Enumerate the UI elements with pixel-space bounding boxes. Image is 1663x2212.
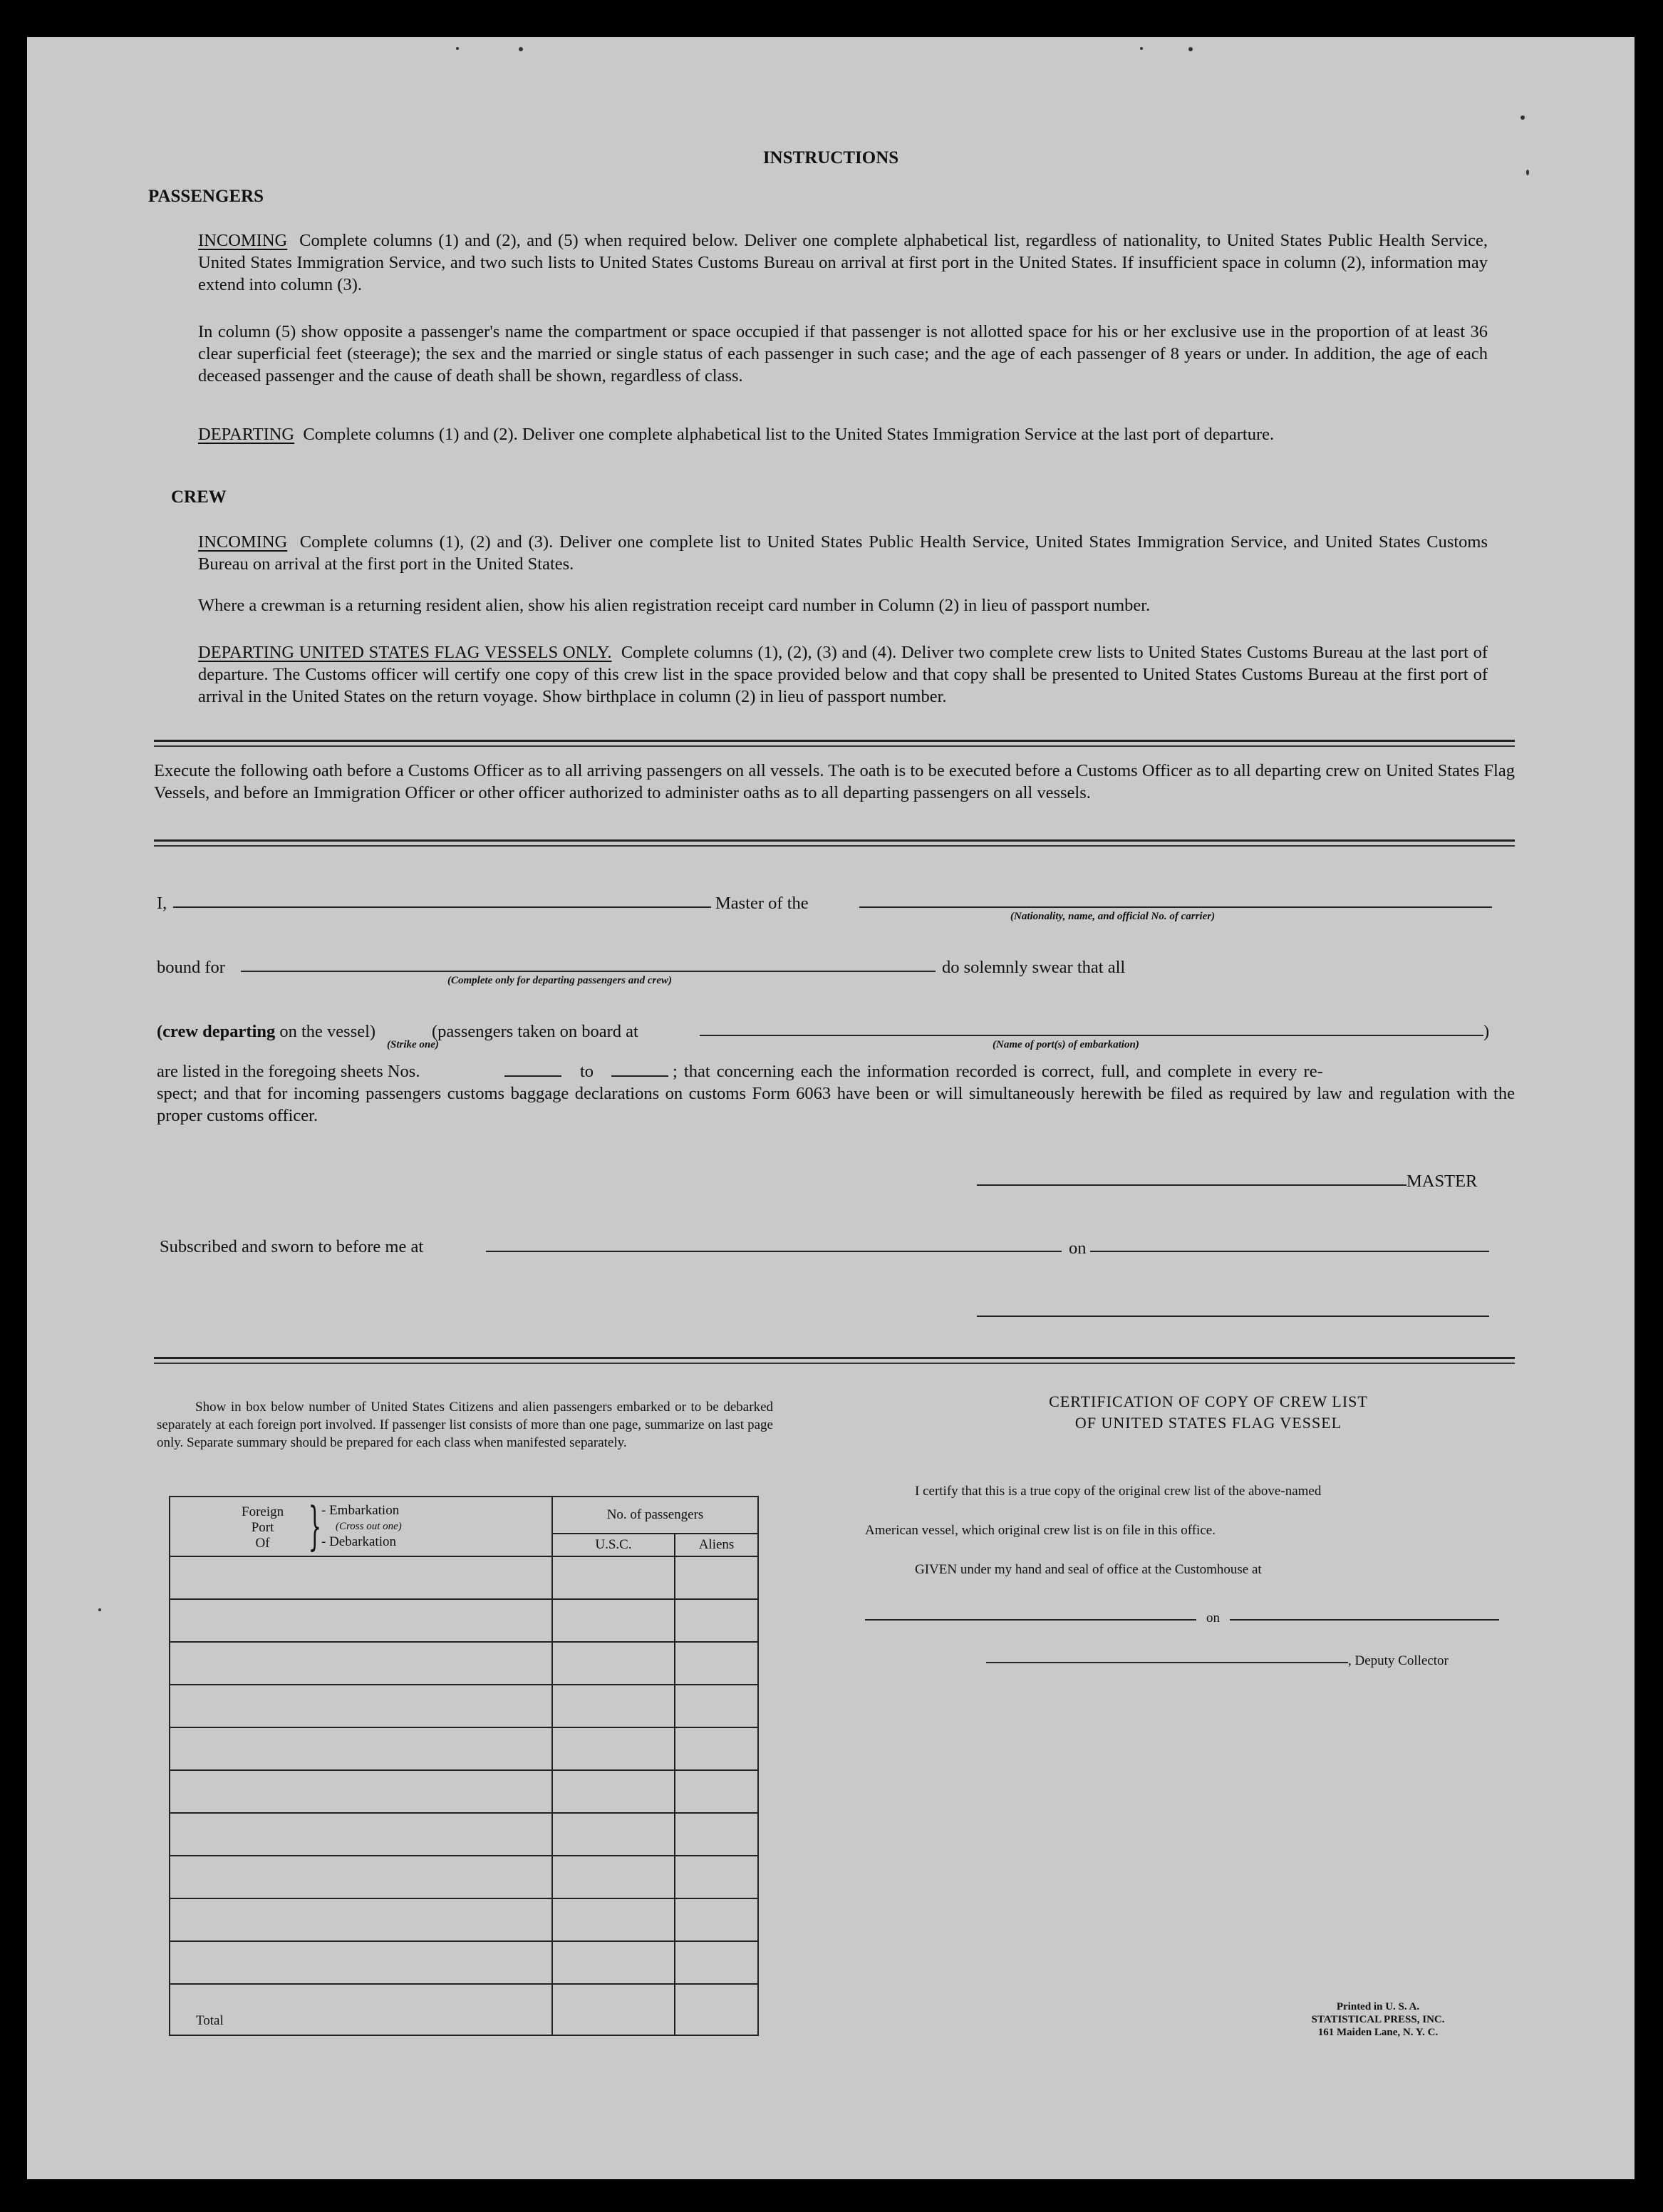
subscribed-label: Subscribed and sworn to before me at xyxy=(160,1237,424,1256)
aliens-cell[interactable] xyxy=(675,1770,758,1813)
sheet-from-line[interactable] xyxy=(504,1075,561,1077)
passengers-taken-label: (passengers taken on board at xyxy=(432,1022,638,1041)
printer-imprint xyxy=(1235,2000,1520,2039)
bound-for-line[interactable] xyxy=(241,971,936,972)
incoming-text: Complete columns (1) and (2), and (5) when required below. Deliver one complete alphabetical list, regardless of nationality, to United States Public Health Service, United States Immigration Service, and two such lists to United States Customs Bureau on arrival at first port in the United States. If insufficient space in column (2), information may extend into column (3). xyxy=(198,231,1488,294)
aliens-cell[interactable] xyxy=(675,1813,758,1856)
bound-for-note: (Complete only for departing passengers and crew) xyxy=(447,975,672,986)
customhouse-line[interactable] xyxy=(865,1619,1196,1621)
port-note: (Name of port(s) of embarkation) xyxy=(993,1039,1139,1050)
section-rule xyxy=(154,839,1515,842)
listed-continuation: ; that concerning each the information recorded is correct, full, and complete in every re- xyxy=(673,1062,1323,1081)
summary-instructions: Show in box below number of United States Citizens and alien passengers embarked or to be debarked separately at each foreign port involved. If passenger list consists of more than one page, summarize on last page only. Separate summary should be prepared for each class when manifested separately. xyxy=(157,1400,773,1450)
crew-incoming-paragraph xyxy=(198,531,1488,575)
form-page xyxy=(27,37,1634,2179)
subscribed-on-label: on xyxy=(1069,1239,1087,1258)
crew-departing-text: (crew departing xyxy=(157,1022,276,1041)
port-cell[interactable] xyxy=(170,1941,552,1984)
crew-heading: CREW xyxy=(171,487,227,507)
bound-for-label: bound for xyxy=(157,958,225,977)
usc-header: U.S.C. xyxy=(552,1534,675,1556)
crew-departing-text: Complete columns (1), (2), (3) and (4). Deliver two complete crew lists to United States Customs Bureau at the last port of departure. The Customs officer will certify one copy of this crew list in the space provided below and that copy shall be presented to United States Customs Bureau at the first port of arrival in the United States on the return voyage. Show birthplace in column (2) in lieu of passport number. xyxy=(198,643,1488,706)
carrier-line[interactable] xyxy=(859,906,1492,908)
port-cell[interactable] xyxy=(170,1556,552,1599)
listed-to-label: to xyxy=(580,1062,594,1081)
foreign-port-header xyxy=(170,1497,552,1556)
carrier-note: (Nationality, name, and official No. of carrier) xyxy=(1010,911,1216,922)
total-cell xyxy=(170,1984,552,2035)
swear-label: do solemnly swear that all xyxy=(942,958,1126,977)
subscribed-date-line[interactable] xyxy=(1090,1251,1489,1252)
printer-line2: STATISTICAL PRESS, INC. xyxy=(1311,2014,1445,2025)
usc-total-cell[interactable] xyxy=(552,1984,675,2035)
crew-departing-paragraph xyxy=(198,641,1488,708)
master-signature-line[interactable] xyxy=(977,1184,1406,1186)
column5-paragraph: In column (5) show opposite a passenger's name the compartment or space occupied if that passenger is not allotted space for his or her exclusive use in the proportion of at least 36 clear superficial feet (steerage); the sex and the married or single status of each passenger in such case; and the age of each passenger of 8 years or under. In addition, the age of each deceased passenger and the cause of death shall be shown, regardless of class. xyxy=(198,322,1488,386)
passengers-departing-paragraph xyxy=(198,423,1488,445)
aliens-cell[interactable] xyxy=(675,1941,758,1984)
master-signature-label: MASTER xyxy=(1406,1172,1478,1191)
aliens-cell[interactable] xyxy=(675,1599,758,1642)
scan-speck xyxy=(1188,47,1193,51)
sheet-to-line[interactable] xyxy=(611,1075,668,1077)
subscribed-place-line[interactable] xyxy=(486,1251,1062,1252)
port-embarkation-line[interactable] xyxy=(700,1035,1483,1036)
scan-speck xyxy=(519,47,523,51)
aliens-header: Aliens xyxy=(675,1534,758,1556)
aliens-cell[interactable] xyxy=(675,1642,758,1685)
of-label: Of xyxy=(255,1536,270,1551)
port-cell[interactable] xyxy=(170,1813,552,1856)
port-cell[interactable] xyxy=(170,1599,552,1642)
incoming-label: INCOMING xyxy=(198,231,288,250)
crewman-paragraph: Where a crewman is a returning resident alien, show his alien registration receipt card number in Column (2) in lieu of passport number. xyxy=(198,596,1151,615)
master-name-line[interactable] xyxy=(173,906,711,908)
certification-date-line[interactable] xyxy=(1230,1619,1499,1621)
certification-title-line2: OF UNITED STATES FLAG VESSEL xyxy=(1074,1414,1342,1432)
usc-cell[interactable] xyxy=(552,1813,675,1856)
section-rule xyxy=(154,745,1515,747)
aliens-total-cell[interactable] xyxy=(675,1984,758,2035)
aliens-cell[interactable] xyxy=(675,1685,758,1727)
usc-cell[interactable] xyxy=(552,1556,675,1599)
usc-cell[interactable] xyxy=(552,1770,675,1813)
brace-icon: } xyxy=(308,1496,322,1556)
cross-out-note: (Cross out one) xyxy=(336,1521,402,1532)
port-cell[interactable] xyxy=(170,1642,552,1685)
printer-line3: 161 Maiden Lane, N. Y. C. xyxy=(1317,2027,1439,2038)
passengers-incoming-paragraph xyxy=(198,229,1488,296)
certification-title-line1: CERTIFICATION OF COPY OF CREW LIST xyxy=(1049,1392,1368,1410)
departing-label: DEPARTING xyxy=(198,425,295,444)
section-rule xyxy=(154,845,1515,847)
oath-spect-text: spect; and that for incoming passengers customs baggage declarations on customs Form 6063 have been or will simultaneously herewith be filed as required by law and regulation with the proper customs officer. xyxy=(157,1084,1515,1125)
master-of-the-label: Master of the xyxy=(715,894,809,913)
certification-title xyxy=(845,1391,1572,1434)
aliens-cell[interactable] xyxy=(675,1727,758,1770)
scan-speck xyxy=(1520,115,1525,120)
deputy-collector-label: , Deputy Collector xyxy=(1348,1653,1449,1668)
no-passengers-header: No. of passengers xyxy=(552,1497,758,1534)
crew-departing-label: DEPARTING UNITED STATES FLAG VESSELS ONLY. xyxy=(198,643,612,662)
certification-on-label: on xyxy=(1206,1611,1220,1626)
section-rule xyxy=(154,1357,1515,1359)
aliens-cell[interactable] xyxy=(675,1898,758,1941)
scan-speck xyxy=(98,1608,101,1611)
port-cell[interactable] xyxy=(170,1727,552,1770)
section-rule xyxy=(154,740,1515,742)
usc-cell[interactable] xyxy=(552,1599,675,1642)
strike-one-note: (Strike one) xyxy=(387,1039,439,1050)
deputy-collector-line[interactable] xyxy=(986,1662,1348,1663)
port-cell[interactable] xyxy=(170,1898,552,1941)
certification-line2: American vessel, which original crew list is on file in this office. xyxy=(865,1523,1216,1538)
port-cell[interactable] xyxy=(170,1856,552,1898)
departing-text: Complete columns (1) and (2). Deliver one complete alphabetical list to the United States Immigration Service at the last port of departure. xyxy=(303,425,1275,444)
aliens-cell[interactable] xyxy=(675,1856,758,1898)
foreign-label: Foreign xyxy=(242,1504,284,1519)
crew-departing-option xyxy=(157,1020,375,1043)
on-the-vessel-text: on the vessel) xyxy=(279,1022,376,1041)
scan-speck xyxy=(1140,47,1143,50)
passenger-summary-table xyxy=(169,1496,759,2036)
usc-cell[interactable] xyxy=(552,1898,675,1941)
oath-i-label: I, xyxy=(157,894,167,913)
section-rule xyxy=(154,1363,1515,1364)
certification-line3: GIVEN under my hand and seal of office at the Customhouse at xyxy=(915,1562,1262,1577)
usc-cell[interactable] xyxy=(552,1727,675,1770)
printer-line1: Printed in U. S. A. xyxy=(1336,2001,1420,2012)
foreign-port-label xyxy=(242,1504,284,1551)
oath-intro: Execute the following oath before a Customs Officer as to all arriving passengers on all vessels. The oath is to be executed before a Customs Officer as to all departing crew on United States Flag Vessels, and before an Immigration Officer or other officer authorized to administer oaths as to all departing passengers on all vessels. xyxy=(154,761,1515,802)
total-label: Total xyxy=(196,2013,224,2028)
aliens-cell[interactable] xyxy=(675,1556,758,1599)
port-cell[interactable] xyxy=(170,1685,552,1727)
usc-cell[interactable] xyxy=(552,1685,675,1727)
close-paren: ) xyxy=(1483,1022,1490,1041)
usc-cell[interactable] xyxy=(552,1642,675,1685)
passengers-heading: PASSENGERS xyxy=(148,187,264,206)
embark-debark-options xyxy=(321,1503,402,1550)
instructions-title: INSTRUCTIONS xyxy=(762,148,899,167)
debarkation-label: - Debarkation xyxy=(321,1534,396,1549)
usc-cell[interactable] xyxy=(552,1856,675,1898)
scan-speck xyxy=(456,47,459,50)
embarkation-label: - Embarkation xyxy=(321,1503,400,1518)
scan-speck xyxy=(1526,170,1529,175)
crew-incoming-label: INCOMING xyxy=(198,532,288,552)
listed-sheets-label: are listed in the foregoing sheets Nos. xyxy=(157,1062,420,1081)
port-label: Port xyxy=(251,1520,274,1535)
certification-line1: I certify that this is a true copy of the original crew list of the above-named xyxy=(915,1484,1322,1499)
officer-signature-line[interactable] xyxy=(977,1316,1489,1317)
usc-cell[interactable] xyxy=(552,1941,675,1984)
port-cell[interactable] xyxy=(170,1770,552,1813)
crew-incoming-text: Complete columns (1), (2) and (3). Deliver one complete list to United States Public Health Service, United States Immigration Service, and United States Customs Bureau on arrival at the first port in the United States. xyxy=(198,532,1488,574)
